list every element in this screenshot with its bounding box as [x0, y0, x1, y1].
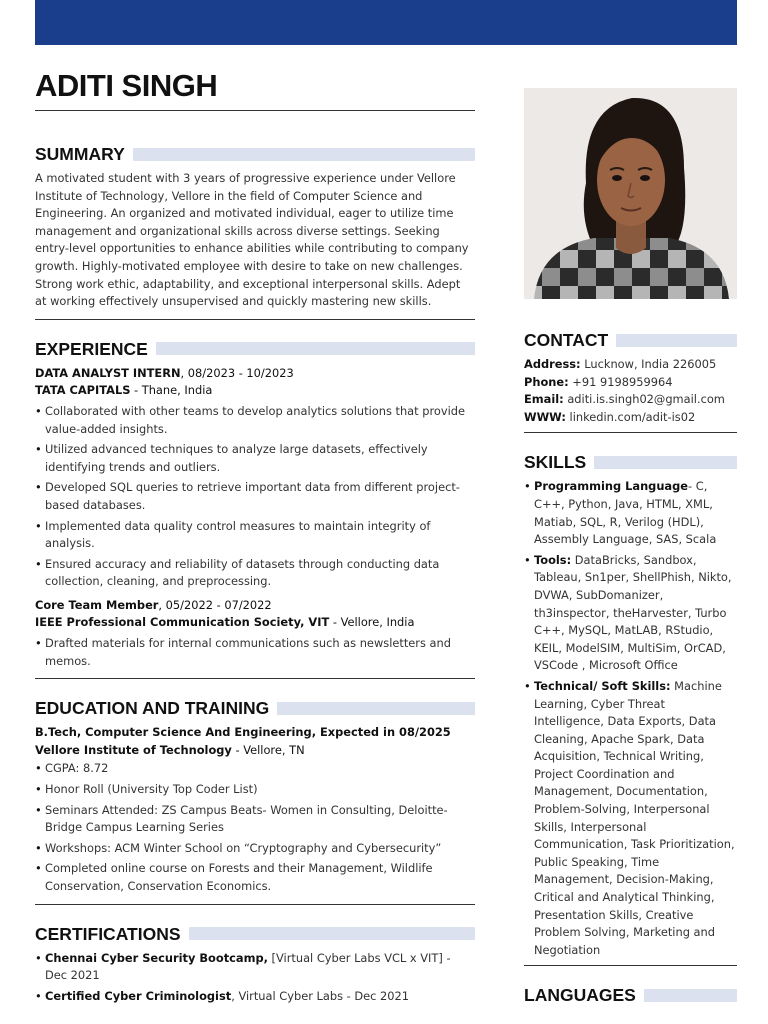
cert-detail: [Virtual Cyber Labs VCL x VIT] - Dec 2021 [45, 950, 451, 983]
section-title: CONTACT [524, 330, 609, 350]
portrait-image [524, 88, 737, 299]
section-bar [616, 334, 737, 347]
job-entry [35, 365, 475, 591]
cert-name: Chennai Cyber Security Bootcamp, [45, 950, 268, 965]
list-item: • Seminars Attended: ZS Campus Beats- Women in Consulting, Deloitte-Bridge Campus Learning Series [35, 802, 475, 837]
contact-label: Email: [524, 392, 564, 407]
list-item [524, 552, 737, 675]
skill-label: Tools: [534, 552, 572, 567]
degree: B.Tech [35, 725, 77, 740]
job-role: Core Team Member [35, 597, 159, 612]
job-location: - Thane, India [130, 383, 213, 398]
contact-value: aditi.is.singh02@gmail.com [563, 392, 725, 407]
job-org: TATA CAPITALS [35, 383, 131, 398]
list-item: • Utilized advanced techniques to analyze large datasets, effectively identifying trends and outliers. [35, 441, 475, 476]
experience-header [35, 339, 475, 359]
skill-label: Technical/ Soft Skills: [534, 678, 671, 693]
list-item: • Drafted materials for internal communications such as newsletters and memos. [35, 635, 475, 670]
job-org-line [35, 614, 475, 632]
section-title: LANGUAGES [524, 985, 636, 1006]
job-location: - Vellore, India [329, 615, 415, 630]
header-color-band [35, 0, 737, 45]
skill-text: DataBricks, Sandbox, Tableau, Sn1per, ShellPhish, Nikto, DVWA, SubDomanizer, th3inspector, theHarvester, Turbo C++, MySQL, MatLAB, RStudio, KEIL, ModelSIM, MultiSim, OrCAD, VSCode , Microsoft Office [534, 552, 732, 673]
list-item: • Workshops: ACM Winter School on “Cryptography and Cybersecurity” [35, 840, 475, 858]
list-item: • Honor Roll (University Top Coder List) [35, 781, 475, 799]
list-item [35, 950, 475, 985]
divider [35, 904, 475, 905]
divider [35, 319, 475, 320]
section-title: SUMMARY [35, 144, 125, 164]
divider [35, 678, 475, 679]
contact-label: WWW: [524, 409, 566, 424]
divider [524, 965, 737, 966]
job-role: DATA ANALYST INTERN [35, 365, 181, 380]
skills-header [524, 452, 737, 472]
skill-text: - C, C++, Python, Java, HTML, XML, Matiab, SQL, R, Verilog (HDL), Assembly Language, SAS, Scala [534, 479, 717, 547]
contact-label: Phone: [524, 374, 569, 389]
job-org: IEEE Professional Communication Society, VIT [35, 615, 330, 630]
degree-line [35, 724, 475, 742]
contact-address [524, 356, 737, 374]
cert-detail: , Virtual Cyber Labs - Dec 2021 [231, 988, 410, 1003]
contact-phone [524, 374, 737, 392]
job-bullets [35, 403, 475, 591]
skill-text: Machine Learning, Cyber Threat Intelligence, Data Exports, Data Cleaning, Apache Spark, Data Acquisition, Technical Writing, Project Coordination and Management, Documentation, Problem-Solving, Interpersonal Skills, Interpersonal Communication, Task Prioritization, Public Speaking, Time Management, Decision-Making, Critical and Analytical Thinking, Presentation Skills, Creative Problem Solving, Marketing and Negotiation [534, 678, 735, 957]
contact-email [524, 391, 737, 409]
job-dates: , 05/2022 - 07/2022 [158, 597, 272, 612]
section-bar [189, 927, 475, 940]
list-item [35, 988, 475, 1006]
section-bar [594, 456, 737, 469]
skill-label: Programming Language [534, 479, 689, 494]
job-org-line [35, 382, 475, 400]
profile-photo [524, 88, 737, 299]
section-bar [133, 148, 475, 161]
skills-list [524, 478, 737, 959]
education-header [35, 698, 475, 718]
certification-list [35, 950, 475, 1006]
side-column [524, 330, 737, 1011]
list-item: • CGPA: 8.72 [35, 760, 475, 778]
list-item [524, 478, 737, 548]
divider [35, 110, 475, 111]
school-location: - Vellore, TN [231, 742, 305, 757]
summary-header [35, 144, 475, 164]
section-title: SKILLS [524, 452, 587, 473]
list-item: • Collaborated with other teams to develop analytics solutions that provide value-added insights. [35, 403, 475, 438]
section-bar [156, 342, 475, 355]
main-column [35, 62, 475, 1008]
section-bar [277, 702, 475, 715]
list-item: • Completed online course on Forests and their Management, Wildlife Conservation, Conservation Economics. [35, 860, 475, 895]
job-bullets [35, 635, 475, 670]
list-item [524, 678, 737, 960]
job-title-line [35, 597, 475, 615]
summary-text: A motivated student with 3 years of progressive experience under Vellore Institute of Technology, Vellore in the field of Computer Science and Engineering. An organized and motivated individual, eager to utilize time management and organizational skills across diverse settings. Seeking entry-level opportunities to enhance abilities while contributing to company growth. Highly-motivated employee with desire to take on new challenges. Strong work ethic, adaptability, and exceptional interpersonal skills. Adept at working effectively unsupervised and quickly mastering new skills. [35, 171, 469, 309]
contact-value: +91 9198959964 [568, 374, 673, 389]
list-item: • Developed SQL queries to retrieve important data from different project-based databases. [35, 479, 475, 514]
candidate-name: ADITI SINGH [35, 68, 218, 103]
education-bullets [35, 760, 475, 895]
section-title: CERTIFICATIONS [35, 923, 181, 944]
certifications-header [35, 924, 475, 944]
job-entry [35, 597, 475, 670]
degree-expected: , Expected in 08/2025 [311, 725, 451, 740]
cert-name: Certified Cyber Criminologist [45, 988, 232, 1003]
list-item: • Implemented data quality control measures to maintain integrity of analysis. [35, 518, 475, 553]
contact-www [524, 409, 737, 427]
school-line [35, 742, 475, 760]
job-title-line [35, 365, 475, 383]
job-dates: , 08/2023 - 10/2023 [180, 365, 294, 380]
contact-value: Lucknow, India 226005 [580, 357, 717, 371]
contact-header [524, 330, 737, 350]
contact-value: linkedin.com/adit-is02 [565, 409, 696, 424]
degree-field: , Computer Science And Engineering [76, 725, 312, 740]
section-title: EDUCATION AND TRAINING [35, 698, 270, 719]
section-title: EXPERIENCE [35, 338, 148, 359]
divider [524, 432, 737, 433]
list-item: • Ensured accuracy and reliability of datasets through conducting data collection, cleaning, and preprocessing. [35, 556, 475, 591]
contact-label: Address: [524, 357, 581, 371]
languages-header [524, 985, 737, 1005]
school-name: Vellore Institute of Technology [35, 742, 232, 757]
section-bar [644, 989, 737, 1002]
